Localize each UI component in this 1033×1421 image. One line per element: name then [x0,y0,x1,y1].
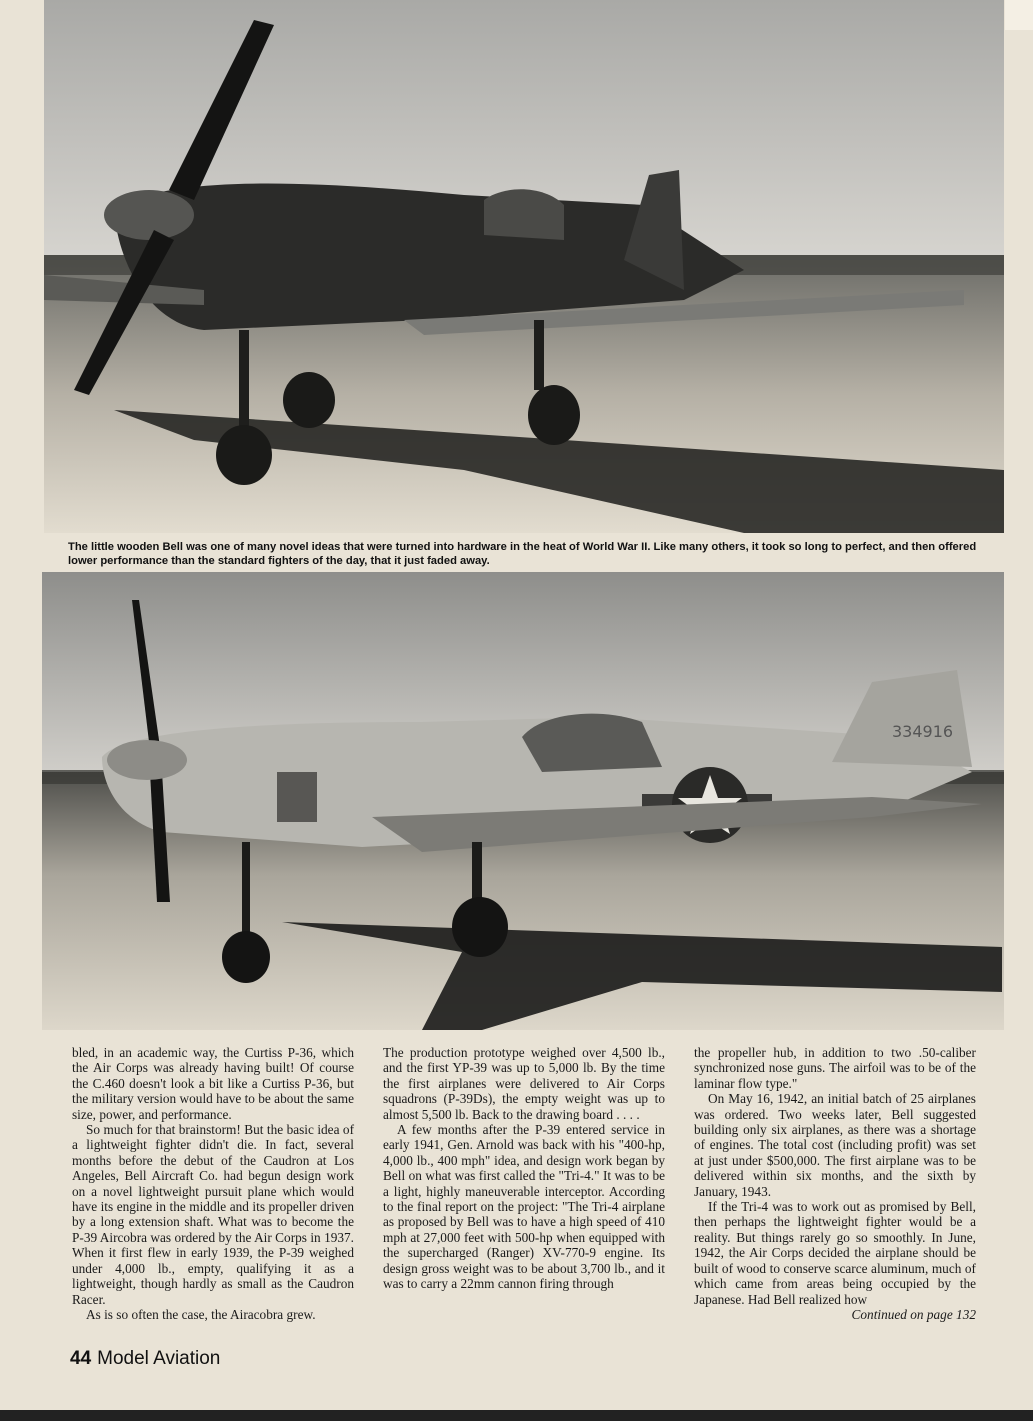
scan-edge [0,1410,1033,1421]
text-column-3 [694,1045,976,1322]
text-column-1 [72,1045,354,1322]
magazine-name: Model Aviation [97,1348,221,1369]
paragraph: The production prototype weighed over 4,500 lb., and the first YP-39 was up to 5,000 lb. By the time the first airplanes were delivered to Air Corps squadrons (P-39Ds), the empty weight was up to almost 5,500 lb. Back to the drawing board . . . . [383,1045,665,1122]
paragraph: the propeller hub, in addition to two .50-caliber synchronized nose guns. The airfoil was to be of the laminar flow type." [694,1045,976,1091]
photo-caption: The little wooden Bell was one of many novel ideas that were turned into hardware in the heat of World War II. Like many others, it took so long to perfect, and then offered lower performance than the standard fighters of the day, that it just faded away. [68,541,977,567]
page-footer [70,1348,220,1370]
page-corner [1005,0,1033,30]
paragraph: As is so often the case, the Airacobra grew. [86,1306,316,1322]
paragraph: If the Tri-4 was to work out as promised by Bell, then perhaps the lightweight fighter would be a reality. But things rarely go so smoothly. In June, 1942, the Air Corps decided the airplane should be built of wood to conserve scarce aluminum, much of which came from areas being occupied by the Japanese. Had Bell realized how [694,1199,976,1307]
paragraph: So much for that brainstorm! But the basic idea of a lightweight fighter didn't die. In fact, several months before the debut of the Caudron at Los Angeles, Bell Aircraft Co. had begun design work on a novel lightweight pursuit plane which would have its engine in the middle and its propeller driven by a long extension shaft. What was to become the P-39 Aircobra was ordered by the Air Corps in 1937. When it first flew in early 1939, the P-39 weighed under 4,000 lb., empty, qualifying it as a lightweight, though hardly as small as the Caudron Racer. [72,1122,354,1307]
continued-note: Continued on page 132 [851,1306,976,1322]
tail-number: 334916 [892,722,954,741]
paragraph: A few months after the P-39 entered service in early 1941, Gen. Arnold was back with his "400-hp, 4,000 lb., 400 mph" idea, and design work began by Bell on what was first called the "Tri-4." It was to be a light, highly maneuverable interceptor. According to the final report on the project: "The Tri-4 airplane as proposed by Bell was to have a high speed of 410 mph at 27,000 feet with 500-hp when equipped with the supercharged (Ranger) XV-770-9 engine. Its design gross weight was to be about 3,700 lb., and it was to carry a 22mm cannon firing through [383,1122,665,1292]
paragraph: On May 16, 1942, an initial batch of 25 airplanes was ordered. Two weeks later, Bell suggested building only six airplanes, as there was a shortage of engines. The total cost (including profit) was set at just under $500,000. The first airplane was to be delivered within six months, and the sixth by January, 1943. [694,1091,976,1199]
photo-plane-front [44,0,1004,533]
text-column-2 [383,1045,665,1292]
paragraph: bled, in an academic way, the Curtiss P-36, which the Air Corps was already having built! Of course the C.460 doesn't look a bit like a Curtiss P-36, but the military version would have to be about the same size, power, and performance. [72,1045,354,1122]
photo-plane-side [42,572,1004,1030]
page-number: 44 [70,1348,92,1369]
